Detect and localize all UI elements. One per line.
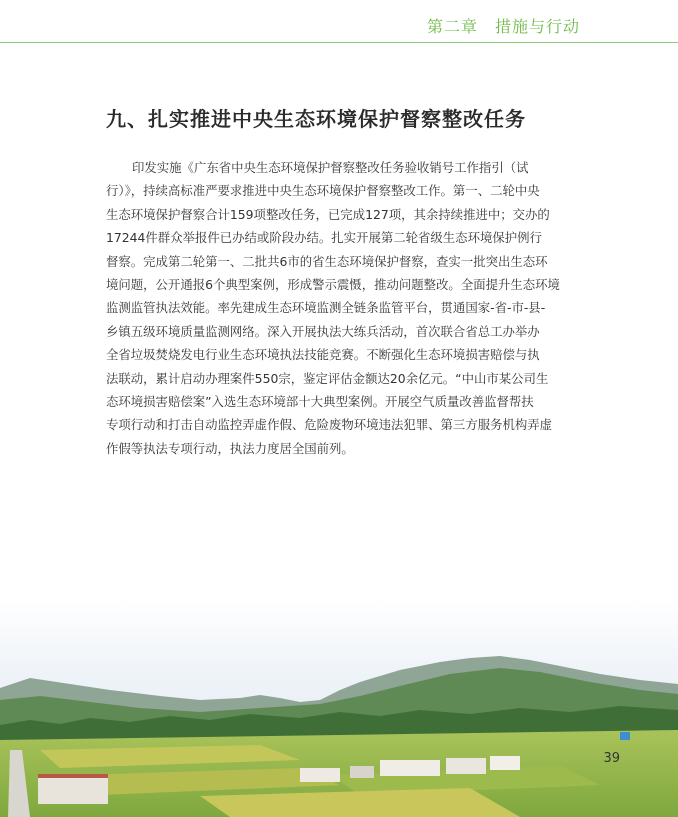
body-line: 作假等执法专项行动，执法力度居全国前列。 <box>106 440 354 456</box>
body-line: 生态环境保护督察合计159项整改任务，已完成127项，其余持续推进中；交办的 <box>106 206 550 222</box>
section-body <box>106 156 578 460</box>
body-line: 督察。完成第二轮第一、二批共6市的省生态环境保护督察，查实一批突出生态环 <box>106 253 548 269</box>
page-number: 39 <box>603 751 620 766</box>
body-line: 全省垃圾焚烧发电行业生态环境执法技能竞赛。不断强化生态环境损害赔偿与执 <box>106 347 540 363</box>
body-line: 行）》，持续高标准严要求推进中央生态环境保护督察整改工作。第一、二轮中央 <box>106 183 540 199</box>
body-line: 17244件群众举报件已办结或阶段办结。扎实开展第二轮省级生态环境保护例行 <box>106 230 542 246</box>
body-line: 监测监管执法效能。率先建成生态环境监测全链条监管平台，贯通国家-省-市-县- <box>106 300 546 316</box>
body-line: 专项行动和打击自动监控弄虚作假、危险废物环境违法犯罪、第三方服务机构弄虚 <box>106 417 553 433</box>
body-line: 态环境损害赔偿案”入选生态环境部十大典型案例。开展空气质量改善监督帮扶 <box>106 394 534 410</box>
chapter-heading: 第二章 措施与行动 <box>426 17 580 36</box>
header-divider <box>0 42 678 43</box>
body-line: 乡镇五级环境质量监测网络。深入开展执法大练兵活动，首次联合省总工办举办 <box>106 323 540 339</box>
page-header <box>0 0 678 44</box>
landscape-photo <box>0 600 678 817</box>
body-line: 境问题，公开通报6个典型案例，形成警示震慑，推动问题整改。全面提升生态环境 <box>106 277 560 293</box>
body-line: 印发实施《广东省中央生态环境保护督察整改任务验收销号工作指引（试 <box>132 160 529 175</box>
section-title: 九、扎实推进中央生态环境保护督察整改任务 <box>106 107 526 131</box>
body-line: 法联动，累计启动办理案件550宗，鉴定评估金额达20余亿元。“中山市某公司生 <box>106 370 549 386</box>
